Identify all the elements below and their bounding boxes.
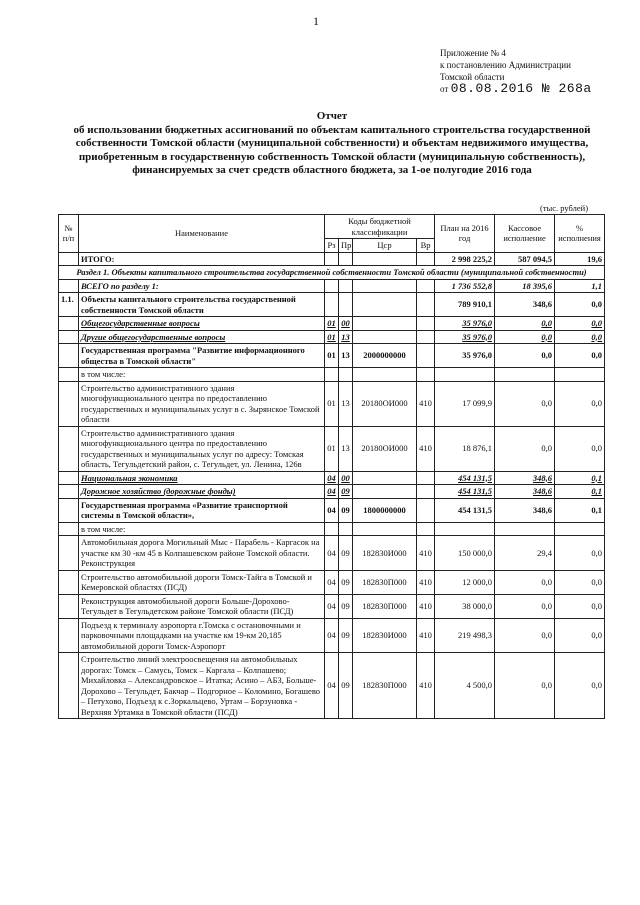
cell-num [59,618,79,653]
header-pr: Пр [339,239,353,253]
cell-pct: 0,0 [555,317,605,331]
cell-name: Строительство административного здания многофункционального центра по предоставлению государственных и муниципальных услуг по адресу: Томская область, Тегульдетский район, с. Тегульдет, ул. Ленина, 126в [79,426,325,471]
cell-num [59,279,79,293]
cell-cash: 348,6 [495,293,555,317]
cell-num [59,594,79,618]
cell-rz [325,293,339,317]
table-row [59,471,605,485]
cell-plan: 12 000,0 [435,570,495,594]
cell-pr: 13 [339,344,353,368]
cell-pr: 13 [339,330,353,344]
cell-num [59,471,79,485]
cell-num [59,498,79,522]
cell-plan: 150 000,0 [435,536,495,571]
cell-rz: 04 [325,471,339,485]
cell-rz: 04 [325,570,339,594]
section-title: Раздел 1. Объекты капитального строительства государственной собственности Томской области (муниципальной собственности) [59,266,605,280]
cell-vr [417,471,435,485]
cell-pct: 1,1 [555,279,605,293]
cell-csr [353,317,417,331]
cell-name: Строительство линий электроосвещения на автомобильных дорогах: Томск – Самусь, Томск – Каргала – Колпашево; Михайловка – Александровское – Итатка; Асино – АБЗ, Больше-Дорохово – Тегульдет, Бакчар – Подгорное – Коломино, Богашево – Петухово, Подъезд к с.Зоркальцево, Уртам – Борзуновка - Верхняя Уртамка в Томской области (ПСД) [79,653,325,719]
header-cash: Кассовое исполнение [495,215,555,253]
cell-csr: 182830И000 [353,536,417,571]
table-row [59,368,605,382]
cell-cash: 348,6 [495,485,555,499]
cell-num [59,485,79,499]
cell-cash [495,522,555,536]
total-cash: 587 094,5 [495,252,555,266]
cell-pr [339,522,353,536]
cell-vr [417,498,435,522]
cell-rz: 04 [325,594,339,618]
table-row [59,279,605,293]
cell-cash: 0,0 [495,618,555,653]
cell-cash: 348,6 [495,498,555,522]
cell-pct: 0,0 [555,653,605,719]
appendix-date-line [440,83,592,95]
cell-cash: 348,6 [495,471,555,485]
cell-csr: 182830П000 [353,570,417,594]
cell-vr: 410 [417,570,435,594]
cell-rz: 01 [325,381,339,426]
cell-csr: 2000000000 [353,344,417,368]
cell-pct: 0,0 [555,570,605,594]
header-pct: % исполнения [555,215,605,253]
header-csr: Цср [353,239,417,253]
report-table [58,214,605,719]
cell-rz: 04 [325,536,339,571]
cell-csr: 1800000000 [353,498,417,522]
cell-name: Строительство административного здания многофункционального центра по предоставлению государственных и муниципальных услуг в с. Зырянское Томской области [79,381,325,426]
cell-plan [435,522,495,536]
cell-pr: 00 [339,317,353,331]
appendix-date-prefix: от [440,84,449,94]
cell-vr [417,293,435,317]
cell-num [59,426,79,471]
cell-plan: 35 976,0 [435,317,495,331]
cell-cash: 0,0 [495,344,555,368]
cell-plan: 454 131,5 [435,498,495,522]
cell-name: Автомобильная дорога Могильный Мыс - Парабель - Каргасок на участке км 30 -км 45 в Колпашевском районе Томской области. Реконструкция [79,536,325,571]
table-row [59,594,605,618]
section-row [59,266,605,280]
cell-num [59,653,79,719]
total-row [59,252,605,266]
cell-rz: 01 [325,426,339,471]
appendix-block [440,47,592,95]
table-row [59,618,605,653]
header-codes: Коды бюджетной классификации [325,215,435,239]
cell-cash: 0,0 [495,426,555,471]
cell-name: Реконструкция автомобильной дороги Больше-Дорохово-Тегульдет в Тегульдетском районе Томской области (ПСД) [79,594,325,618]
cell-rz: 04 [325,618,339,653]
table-row [59,485,605,499]
cell-pct: 0,0 [555,381,605,426]
cell-plan: 38 000,0 [435,594,495,618]
cell-csr: 20180ОИ000 [353,426,417,471]
cell-pct: 0,1 [555,471,605,485]
cell-rz: 01 [325,317,339,331]
cell-name: Дорожное хозяйство (дорожные фонды) [79,485,325,499]
cell-pr: 09 [339,653,353,719]
cell-rz [325,279,339,293]
cell-name: Национальная экономика [79,471,325,485]
cell-cash: 0,0 [495,330,555,344]
cell-csr [353,293,417,317]
appendix-date: 08.08.2016 № 268а [450,81,592,96]
cell-num [59,522,79,536]
cell-plan: 454 131,5 [435,485,495,499]
cell-pr: 13 [339,381,353,426]
cell-rz: 04 [325,653,339,719]
cell-name: Государственная программа «Развитие транспортной системы в Томской области», [79,498,325,522]
cell-cash: 0,0 [495,594,555,618]
cell-vr: 410 [417,426,435,471]
cell-plan: 35 976,0 [435,330,495,344]
units-note: (тыс. рублей) [540,203,589,213]
cell-pct: 0,1 [555,485,605,499]
cell-name: Объекты капитального строительства государственной собственности Томской области [79,293,325,317]
cell-rz: 04 [325,485,339,499]
cell-rz: 01 [325,330,339,344]
appendix-line-2: к постановлению Администрации [440,60,571,70]
cell-vr [417,330,435,344]
cell-vr: 410 [417,618,435,653]
cell-vr [417,279,435,293]
cell-pr: 09 [339,570,353,594]
cell-name: в том числе: [79,522,325,536]
cell-num [59,570,79,594]
cell-num [59,330,79,344]
table-row [59,426,605,471]
cell-vr: 410 [417,381,435,426]
cell-rz: 01 [325,344,339,368]
cell-pct [555,368,605,382]
cell-csr: 182830И000 [353,618,417,653]
cell-pct: 0,0 [555,618,605,653]
header-plan: План на 2016 год [435,215,495,253]
cell-name: Общегосударственные вопросы [79,317,325,331]
cell-csr [353,522,417,536]
cell-name: ВСЕГО по разделу 1: [79,279,325,293]
cell-vr [417,344,435,368]
cell-pct: 0,1 [555,498,605,522]
cell-pr [339,368,353,382]
cell-pr [339,293,353,317]
cell-pr: 09 [339,594,353,618]
cell-pr: 09 [339,618,353,653]
cell-pr: 09 [339,498,353,522]
cell-pr: 09 [339,536,353,571]
header-rz: Рз [325,239,339,253]
cell-name: Другие общегосударственные вопросы [79,330,325,344]
cell-name: Строительство автомобильной дороги Томск-Тайга в Томской и Кемеровской областях (ПСД) [79,570,325,594]
cell-plan: 18 876,1 [435,426,495,471]
cell-plan: 35 976,0 [435,344,495,368]
report-title [62,110,602,178]
table-row [59,344,605,368]
header-vr: Вр [417,239,435,253]
cell-pct: 0,0 [555,293,605,317]
cell-cash: 18 395,6 [495,279,555,293]
table-row [59,330,605,344]
cell-pct: 0,0 [555,536,605,571]
page-number: 1 [313,14,319,28]
cell-pr: 13 [339,426,353,471]
cell-plan: 17 099,9 [435,381,495,426]
cell-name: Подъезд к терминалу аэропорта г.Томска с остановочными и парковочными площадками на участке км 19-км 20,185 автомобильной дороги Томск-Аэропорт [79,618,325,653]
table-row [59,498,605,522]
report-subtitle: об использовании бюджетных ассигнований по объектам капитального строительства государственной собственности Томской области (муниципальной собственности) и объектам недвижимого имущества, приобретенным в государственную собственность Томской области (муниципальную собственность), финансируемых за счет средств областного бюджета, за 1-ое полугодие 2016 года [73,123,591,176]
cell-csr [353,368,417,382]
cell-plan: 1 736 552,8 [435,279,495,293]
cell-plan: 4 500,0 [435,653,495,719]
cell-csr [353,279,417,293]
cell-csr: 20180ОИ000 [353,381,417,426]
total-pct: 19,6 [555,252,605,266]
table-row [59,317,605,331]
cell-cash: 0,0 [495,570,555,594]
cell-pct: 0,0 [555,330,605,344]
cell-cash: 0,0 [495,317,555,331]
cell-pr: 09 [339,485,353,499]
table-row [59,653,605,719]
appendix-line-3: Томской области [440,72,505,82]
cell-num [59,536,79,571]
total-plan: 2 998 225,2 [435,252,495,266]
cell-pr: 00 [339,471,353,485]
cell-plan: 219 498,3 [435,618,495,653]
table-row [59,536,605,571]
cell-pct: 0,0 [555,594,605,618]
cell-csr: 182830П000 [353,594,417,618]
table-row [59,381,605,426]
cell-csr [353,485,417,499]
header-name: Наименование [79,215,325,253]
cell-cash: 0,0 [495,653,555,719]
cell-plan: 454 131,5 [435,471,495,485]
cell-vr [417,485,435,499]
cell-csr [353,471,417,485]
table-row [59,522,605,536]
appendix-line-1: Приложение № 4 [440,48,506,58]
cell-plan: 789 910,1 [435,293,495,317]
cell-name: в том числе: [79,368,325,382]
cell-vr [417,522,435,536]
cell-pr [339,279,353,293]
header-num: № п/п [59,215,79,253]
total-label: ИТОГО: [79,252,325,266]
cell-csr [353,330,417,344]
cell-num: 1.1. [59,293,79,317]
cell-pct [555,522,605,536]
table-row [59,293,605,317]
cell-vr [417,317,435,331]
table-row [59,570,605,594]
cell-cash [495,368,555,382]
cell-name: Государственная программа "Развитие информационного общества в Томской области" [79,344,325,368]
cell-num [59,381,79,426]
cell-rz [325,368,339,382]
cell-num [59,344,79,368]
cell-cash: 0,0 [495,381,555,426]
cell-vr [417,368,435,382]
report-heading: Отчет [316,110,348,122]
cell-num [59,368,79,382]
cell-vr: 410 [417,653,435,719]
cell-rz: 04 [325,498,339,522]
cell-num [59,317,79,331]
cell-csr: 182830П000 [353,653,417,719]
cell-pct: 0,0 [555,344,605,368]
cell-pct: 0,0 [555,426,605,471]
cell-vr: 410 [417,594,435,618]
cell-plan [435,368,495,382]
cell-rz [325,522,339,536]
cell-vr: 410 [417,536,435,571]
cell-cash: 29,4 [495,536,555,571]
